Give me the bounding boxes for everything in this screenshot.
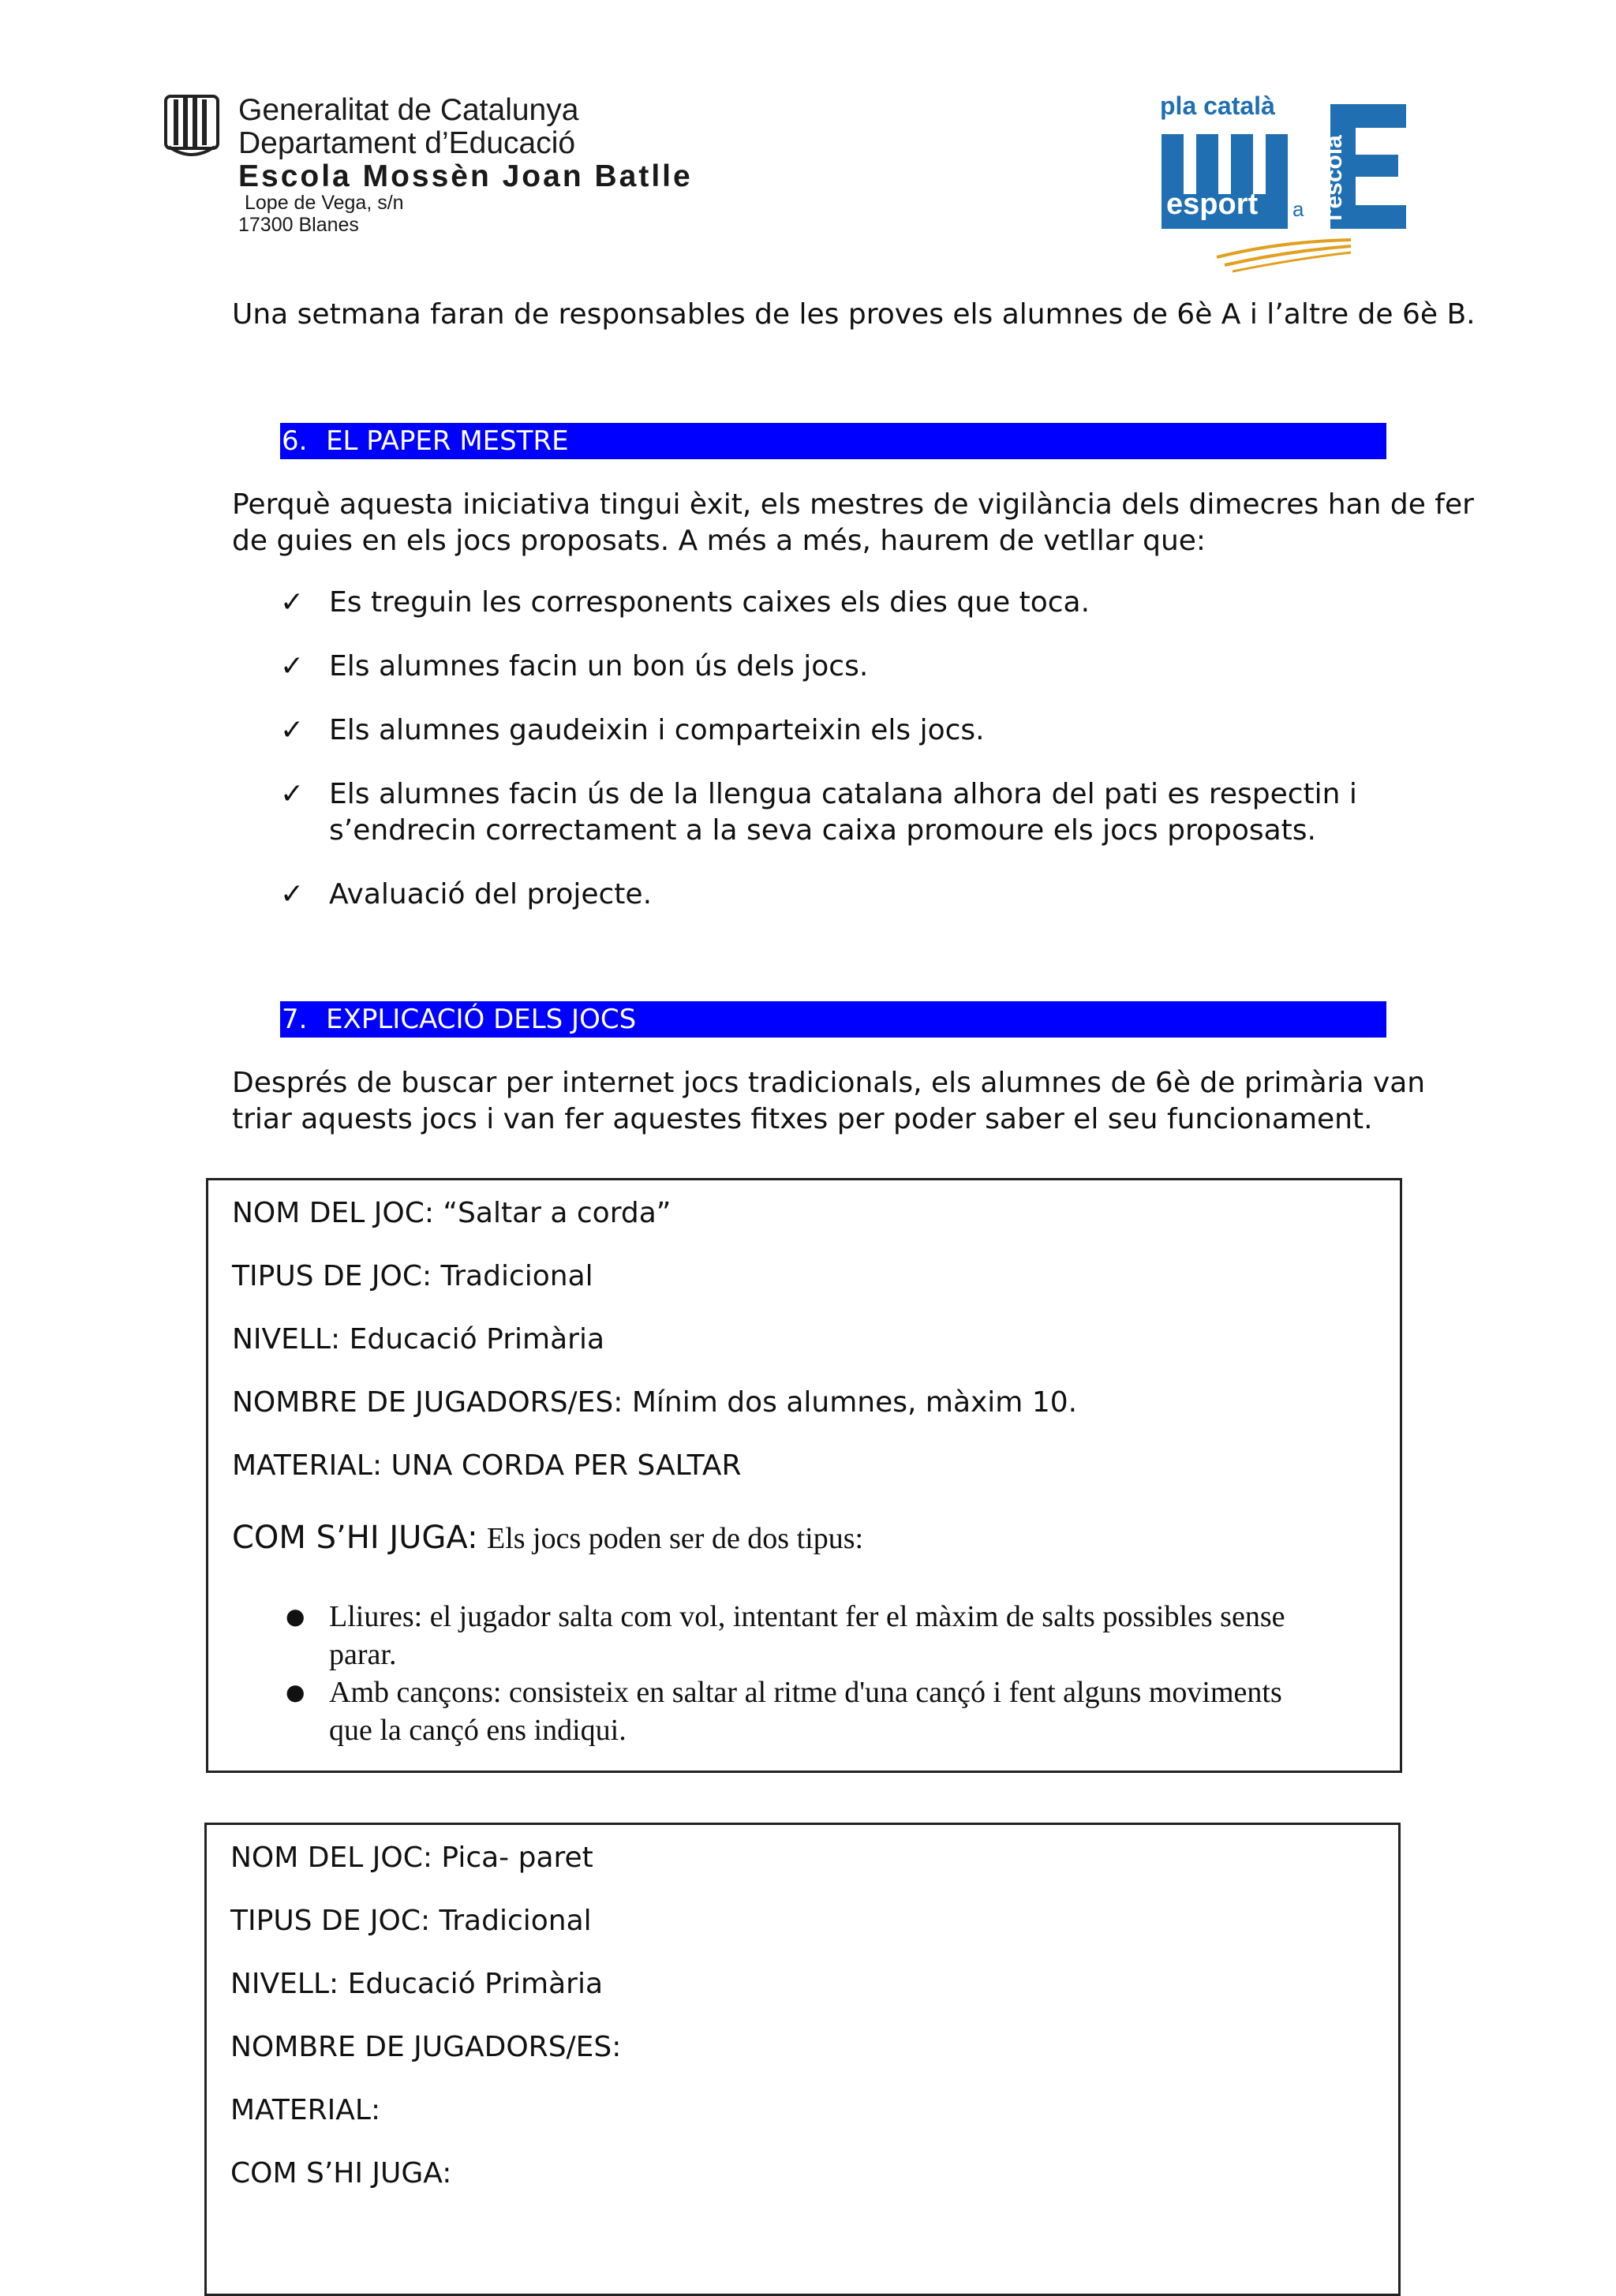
list-item: Els alumnes facin un bon ús dels jocs. <box>329 650 869 682</box>
section-7-paragraph-line: Després de buscar per internet jocs tradicionals, els alumnes de 6è de primària van <box>232 1067 1426 1099</box>
game-1-players: NOMBRE DE JUGADORS/ES: Mínim dos alumnes, màxim 10. <box>232 1386 1078 1419</box>
header-department: Departament d’Educació <box>238 126 576 160</box>
game-2-material: MATERIAL: <box>230 2094 381 2126</box>
list-item: Els alumnes facin ús de la llengua catalana alhora del pati es respectin i <box>329 778 1357 810</box>
section-6-number: 6. <box>282 425 308 457</box>
list-item: Avaluació del projecte. <box>329 878 653 911</box>
checkmark-icon: ✓ <box>280 778 305 810</box>
esport-escola-logo <box>1152 87 1412 268</box>
header-school-name: Escola Mossèn Joan Batlle <box>238 159 693 193</box>
logo-esport: esport <box>1166 188 1259 221</box>
game-1-type: TIPUS DE JOC: Tradicional <box>232 1260 593 1292</box>
section-6-title: EL PAPER MESTRE <box>326 425 569 457</box>
header-address: Lope de Vega, s/n <box>245 192 404 214</box>
game-1-bullet-line: Amb cançons: consisteix en saltar al ritme d'una cançó i fent alguns moviments <box>329 1676 1282 1709</box>
game-1-bullet-line: parar. <box>329 1638 397 1671</box>
intro-paragraph: Una setmana faran de responsables de les proves els alumnes de 6è A i l’altre de 6è B. <box>232 298 1476 331</box>
logo-escola: l'escola <box>1321 135 1347 221</box>
game-1-bullet-line: Lliures: el jugador salta com vol, intentant fer el màxim de salts possibles sense <box>329 1600 1285 1633</box>
section-6-paragraph-line: Perquè aquesta iniciativa tingui èxit, els mestres de vigilància dels dimecres han de fer <box>232 488 1474 521</box>
game-1-how-label: COM S’HI JUGA: <box>232 1520 478 1556</box>
logo-pla-catala: pla català <box>1160 92 1275 120</box>
header-generalitat: Generalitat de Catalunya <box>238 93 579 127</box>
checkmark-icon: ✓ <box>280 650 305 682</box>
game-2-players: NOMBRE DE JUGADORS/ES: <box>230 2031 622 2063</box>
game-2-level: NIVELL: Educació Primària <box>230 1968 604 2000</box>
bullet-icon: ● <box>286 1603 305 1629</box>
logo-graphic-icon <box>1162 99 1414 273</box>
section-6-paragraph-line: de guies en els jocs proposats. A més a més, haurem de vetllar que: <box>232 525 1206 557</box>
checkmark-icon: ✓ <box>280 586 305 619</box>
game-1-material: MATERIAL: UNA CORDA PER SALTAR <box>232 1449 742 1482</box>
bullet-icon: ● <box>286 1679 305 1705</box>
game-2-type: TIPUS DE JOC: Tradicional <box>230 1905 592 1937</box>
header-postcode: 17300 Blanes <box>238 214 359 236</box>
list-item-continuation: s’endrecin correctament a la seva caixa promoure els jocs proposats. <box>329 814 1316 847</box>
section-6-heading <box>280 423 1386 459</box>
game-1-name: NOM DEL JOC: “Saltar a corda” <box>232 1197 671 1229</box>
section-7-number: 7. <box>282 1004 308 1035</box>
checkmark-icon: ✓ <box>280 878 305 911</box>
list-item: Els alumnes gaudeixin i comparteixin els jocs. <box>329 714 985 746</box>
section-7-title: EXPLICACIÓ DELS JOCS <box>326 1004 637 1035</box>
generalitat-emblem-icon <box>164 95 219 158</box>
list-item: Es treguin les corresponents caixes els dies que toca. <box>329 586 1090 619</box>
game-2-name: NOM DEL JOC: Pica- paret <box>230 1842 593 1874</box>
section-7-paragraph-line: triar aquests jocs i van fer aquestes fitxes per poder saber el seu funcionament. <box>232 1103 1373 1135</box>
game-1-how-text: Els jocs poden ser de dos tipus: <box>487 1522 864 1555</box>
game-2-how-to-play: COM S’HI JUGA: <box>230 2157 452 2189</box>
game-1-how-to-play <box>232 1520 863 1557</box>
section-7-heading <box>280 1001 1386 1038</box>
logo-a: a <box>1292 197 1304 221</box>
game-1-bullet-line: que la cançó ens indiqui. <box>329 1714 627 1747</box>
checkmark-icon: ✓ <box>280 714 305 746</box>
game-1-level: NIVELL: Educació Primària <box>232 1323 605 1356</box>
